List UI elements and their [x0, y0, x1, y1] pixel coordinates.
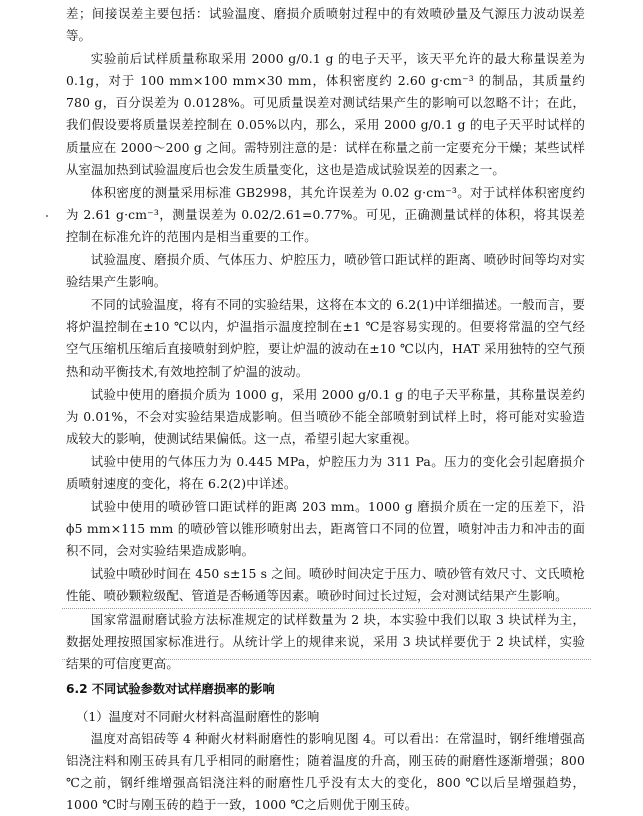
margin-mark: [46, 215, 48, 217]
paragraph-test-factors: 试验温度、磨损介质、气体压力、炉腔压力，喷砂管口距试样的距离、喷砂时间等均对实验结果产生影响。: [66, 252, 585, 290]
sub-heading: （1）温度对不同耐火材料高温耐磨性的影响: [76, 708, 320, 724]
paragraph-abrasive-media: 试验中使用的磨损介质为 1000 g，采用 2000 g/0.1 g 的电子天平称量，其称量误差约为 0.01%，不会对实验结果造成影响。但当喷砂不能全部喷射到试样上时，将可能对实验造成较大的影响，使测试结果偏低。这一点，希望引起大家重视。: [66, 386, 585, 446]
section-heading: 6.2 不同试验参数对试样磨损率的影响: [66, 681, 275, 696]
paragraph-temperature-effect: 温度对高铝砖等 4 种耐火材料耐磨性的影响见图 4。可以看出：在常温时，钢纤维增强高铝浇注料和刚玉砖具有几乎相同的耐磨性；随着温度的升高，刚玉砖的耐磨性逐渐增强；800 ℃之前，钢纤维增强高铝浇注料的耐磨性几乎没有太大的变化，800 ℃以后呈增强趋势，1000 ℃时与刚玉砖的趋于一致，1000 ℃之后则优于刚玉砖。: [66, 730, 585, 813]
paragraph-mass-measurement: 实验前后试样质量称取采用 2000 g/0.1 g 的电子天平，该天平允许的最大称量误差为 0.1g，对于 100 mm×100 mm×30 mm，体积密度约 2.60 g·cm⁻³ 的制品，其质量约 780 g，百分误差为 0.0128%。可见质量误差对测试结果产生的影响可以忽略不计；在此，我们假设要将质量误差控制在 0.05%以内，那么，采用 2000 g/0.1 g 的电子天平时试样的质量应在 2000～200 g 之间。需特别注意的是：试样在称量之前一定要充分干燥；某些试样从室温加热到试验温度后也会发生质量变化，这也是造成试验误差的因素之一。: [66, 51, 585, 177]
paragraph-gas-pressure: 试验中使用的气体压力为 0.445 MPa，炉腔压力为 311 Pa。压力的变化会引起磨损介质喷射速度的变化，将在 6.2(2)中详述。: [66, 453, 585, 491]
paragraph-test-temperature: 不同的试验温度，将有不同的实验结果，这将在本文的 6.2(1)中详细描述。一般而言，要将炉温控制在±10 ℃以内，炉温指示温度控制在±1 ℃是容易实现的。但要将常温的空气经空气压缩机压缩后直接喷射到炉腔，要让炉温的波动在±10 ℃以内，HAT 采用独特的空气预热和动平衡技术,有效地控制了炉温的波动。: [66, 297, 585, 379]
paragraph-nozzle-distance: 试验中使用的喷砂管口距试样的距离 203 mm。1000 g 磨损介质在一定的压差下，沿 ϕ5 mm×115 mm 的喷砂管以锥形喷射出去，距离管口不同的位置，喷射冲击力和冲击的面积不同，会对实验结果造成影响。: [66, 499, 585, 559]
section-divider-top: [62, 608, 591, 609]
paragraph-error-sources-tail: 差；间接误差主要包括：试验温度、磨损介质喷射过程中的有效喷砂量及气源压力波动误差等。: [66, 6, 585, 44]
paragraph-sample-count: 国家常温耐磨试验方法标准规定的试样数量为 2 块，本实验中我们以取 3 块试样为主，数据处理按照国家标准进行。从统计学上的规律来说，采用 3 块试样要优于 2 块试样，实验结果的可信度更高。: [66, 611, 585, 671]
paragraph-bulk-density: 体积密度的测量采用标准 GB2998，其允许误差为 0.02 g·cm⁻³。对于试样体积密度约为 2.61 g·cm⁻³，测量误差为 0.02/2.61=0.77%。可见，正确测量试样的体积，将其误差控制在标准允许的范围内是相当重要的工作。: [66, 184, 585, 244]
section-divider-bottom: [62, 659, 591, 660]
paragraph-blast-time: 试验中喷砂时间在 450 s±15 s 之间。喷砂时间决定于压力、喷砂管有效尺寸、文氏喷枪性能、喷砂颗粒级配、管道是否畅通等因素。喷砂时间过长过短，会对测试结果产生影响。: [66, 566, 585, 604]
